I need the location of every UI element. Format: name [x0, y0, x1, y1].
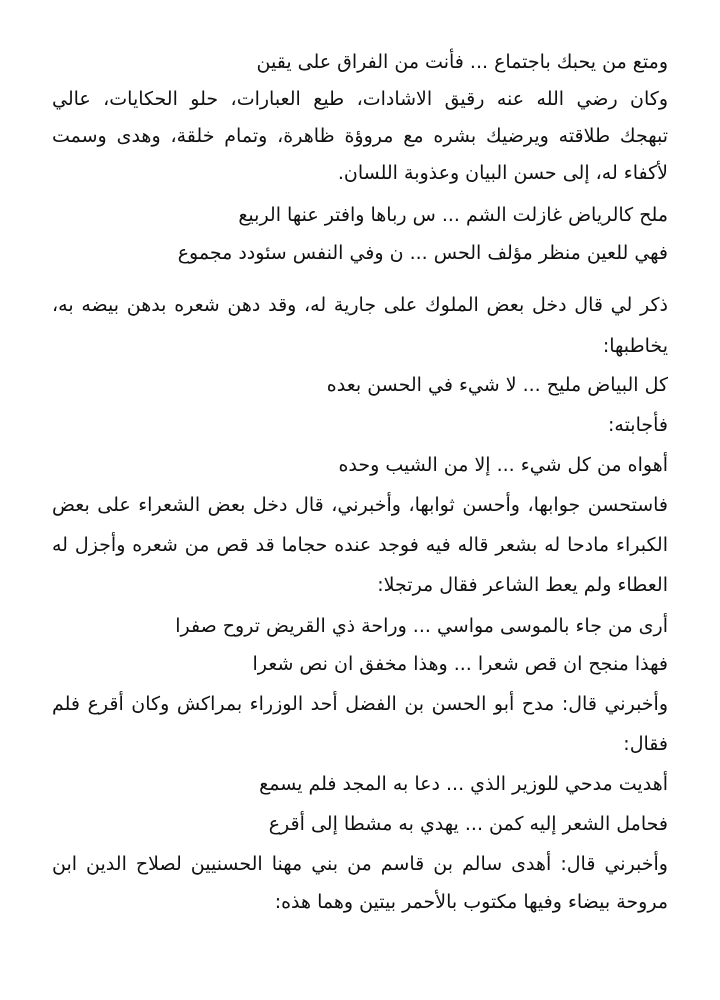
text-line: العطاء ولم يعط الشاعر فقال مرتجلا:	[377, 574, 668, 596]
text-line-verse: ومتع من يحبك باجتماع ... فأنت من الفراق على يقين	[256, 51, 668, 73]
text-line-verse: كل البياض مليح ... لا شيء في الحسن بعده	[326, 374, 668, 396]
text-line: فقال:	[623, 733, 668, 755]
text-line-verse: ملح كالرياض غازلت الشم ... س رباها وافتر عنها الربيع	[238, 204, 668, 226]
text-line-verse: أهديت مدحي للوزير الذي ... دعا به المجد فلم يسمع	[259, 773, 668, 795]
text-line: مروحة بيضاء وفيها مكتوب بالأحمر بيتين وهما هذه:	[274, 891, 668, 913]
text-line-verse: أرى من جاء بالموسى مواسي ... وراحة ذي القريض تروح صفرا	[175, 615, 668, 637]
text-line: فاستحسن جوابها، وأحسن ثوابها، وأخبرني، قال دخل بعض الشعراء على بعض	[52, 494, 668, 516]
text-line: لأكفاء له، إلى حسن البيان وعذوبة اللسان.	[337, 162, 668, 184]
text-line: تبهجك طلاقته ويرضيك بشره مع مروؤة ظاهرة، وتمام خلقة، وهدى وسمت	[52, 125, 668, 147]
text-line: فأجابته:	[607, 414, 668, 436]
text-line: وأخبرني قال: مدح أبو الحسن بن الفضل أحد الوزراء بمراكش وكان أقرع فلم	[52, 693, 668, 715]
text-line: الكبراء مادحا له بشعر قاله فيه فوجد عنده حجاما قد قص من شعره وأجزل له	[52, 534, 668, 556]
text-line-verse: فهذا منجح ان قص شعرا ... وهذا مخفق ان نص شعرا	[252, 653, 668, 675]
text-line: ذكر لي قال دخل بعض الملوك على جارية له، وقد دهن شعره بدهن بيضه به،	[52, 294, 668, 316]
text-line-verse: أهواه من كل شيء ... إلا من الشيب وحده	[338, 454, 668, 476]
text-line-verse: فحامل الشعر إليه كمن ... يهدي به مشطا إلى أقرع	[268, 813, 668, 835]
text-line: وأخبرني قال: أهدى سالم بن قاسم من بني مهنا الحسنيين لصلاح الدين ابن	[52, 853, 668, 875]
text-line: يخاطبها:	[602, 335, 668, 357]
text-line: وكان رضي الله عنه رقيق الاشادات، طيع العبارات، حلو الحكايات، عالي	[52, 88, 668, 110]
text-line-verse: فهي للعين منظر مؤلف الحس ... ن وفي النفس سئودد مجموع	[177, 242, 668, 264]
